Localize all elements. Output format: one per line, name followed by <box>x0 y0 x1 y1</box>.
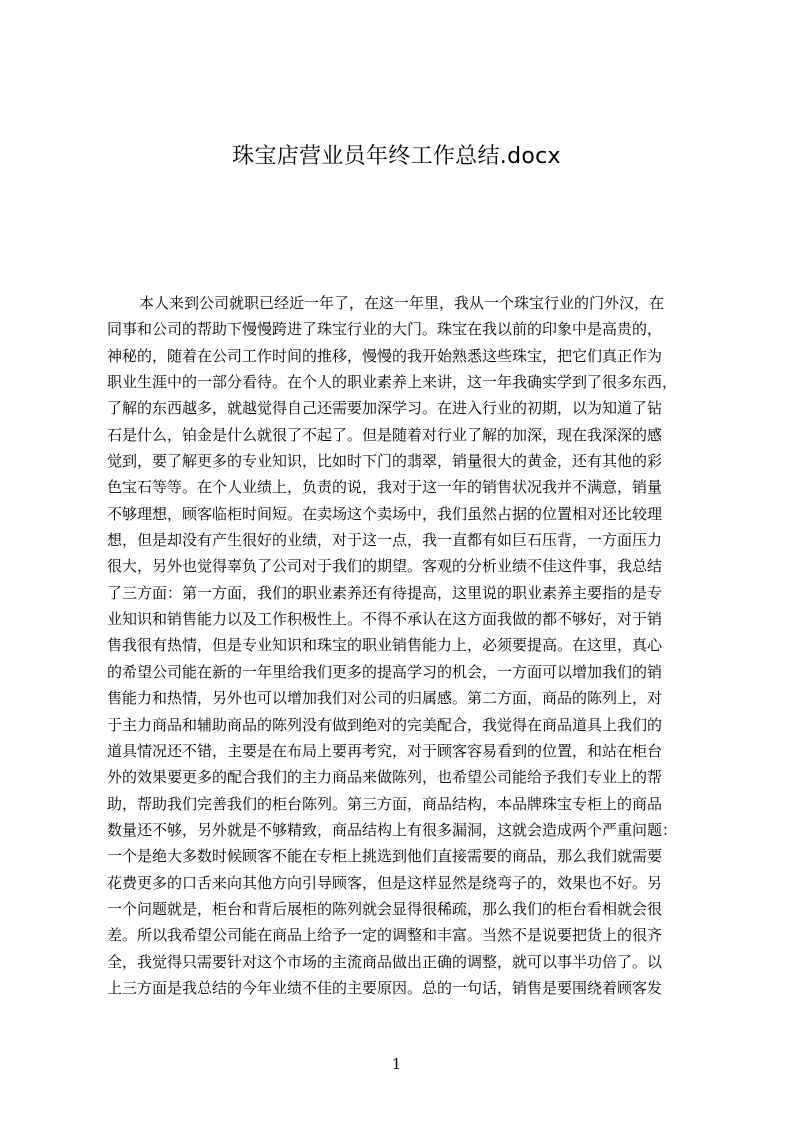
paragraph-line: 助，帮助我们完善我们的柜台陈列。第三方面，商品结构，本品牌珠宝专柜上的商品 <box>107 794 663 813</box>
body-paragraph <box>107 290 702 1001</box>
paragraph-line: 神秘的，随着在公司工作时间的推移，慢慢的我开始熟悉这些珠宝，把它们真正作为 <box>107 346 663 365</box>
page-number: 1 <box>391 1055 402 1073</box>
paragraph-line: 数量还不够，另外就是不够精致，商品结构上有很多漏洞，这就会造成两个严重问题： <box>107 820 678 839</box>
paragraph-line: 一个问题就是，柜台和背后展柜的陈列就会显得很稀疏，那么我们的柜台看相就会很 <box>107 899 663 918</box>
paragraph-line: 的希望公司能在新的一年里给我们更多的提高学习的机会，一方面可以增加我们的销 <box>107 662 663 681</box>
paragraph-line: 花费更多的口舌来向其他方向引导顾客，但是这样显然是绕弯子的，效果也不好。另 <box>107 873 663 892</box>
paragraph-line: 售能力和热情，另外也可以增加我们对公司的归属感。第二方面，商品的陈列上，对 <box>107 689 663 708</box>
paragraph-line: 觉到，要了解更多的专业知识，比如时下门的翡翠，销量很大的黄金，还有其他的彩 <box>107 452 663 471</box>
paragraph-line: 本人来到公司就职已经近一年了，在这一年里，我从一个珠宝行业的门外汉，在 <box>139 294 665 312</box>
paragraph-line: 很大，另外也觉得辜负了公司对于我们的期望。客观的分析业绩不佳这件事，我总结 <box>107 557 663 576</box>
paragraph-line: 于主力商品和辅助商品的陈列没有做到绝对的完美配合，我觉得在商品道具上我们的 <box>107 715 663 734</box>
paragraph-line: 了三方面：第一方面，我们的职业素养还有待提高，这里说的职业素养主要指的是专 <box>107 583 663 602</box>
document-title: 珠宝店营业员年终工作总结.docx <box>232 144 561 169</box>
paragraph-line: 一个是绝大多数时候顾客不能在专柜上挑选到他们直接需要的商品，那么我们就需要 <box>107 847 663 866</box>
paragraph-line: 同事和公司的帮助下慢慢跨进了珠宝行业的大门。珠宝在我以前的印象中是高贵的， <box>107 320 663 339</box>
paragraph-line: 了解的东西越多，就越觉得自己还需要加深学习。在进入行业的初期，以为知道了钻 <box>107 399 663 418</box>
paragraph-line: 石是什么，铂金是什么就很了不起了。但是随着对行业了解的加深，现在我深深的感 <box>107 425 663 444</box>
paragraph-line: 职业生涯中的一部分看待。在个人的职业素养上来讲，这一年我确实学到了很多东西， <box>107 373 678 392</box>
paragraph-line: 业知识和销售能力以及工作积极性上。不得不承认在这方面我做的都不够好，对于销 <box>107 610 663 629</box>
paragraph-line: 上三方面是我总结的今年业绩不佳的主要原因。总的一句话，销售是要围绕着顾客发 <box>107 978 663 997</box>
paragraph-line: 售我很有热情，但是专业知识和珠宝的职业销售能力上，必须要提高。在这里，真心 <box>107 636 663 655</box>
paragraph-line: 差。所以我希望公司能在商品上给予一定的调整和丰富。当然不是说要把货上的很齐 <box>107 926 663 945</box>
paragraph-line: 色宝石等等。在个人业绩上，负责的说，我对于这一年的销售状况我并不满意，销量 <box>107 478 663 497</box>
paragraph-line: 全，我觉得只需要针对这个市场的主流商品做出正确的调整，就可以事半功倍了。以 <box>107 952 663 971</box>
paragraph-line: 道具情况还不错，主要是在布局上要再考究，对于顾客容易看到的位置，和站在柜台 <box>107 741 663 760</box>
paragraph-line: 想，但是却没有产生很好的业绩，对于这一点，我一直都有如巨石压背，一方面压力 <box>107 531 663 550</box>
paragraph-line: 外的效果要更多的配合我们的主力商品来做陈列，也希望公司能给予我们专业上的帮 <box>107 768 663 787</box>
paragraph-line: 不够理想，顾客临柜时间短。在卖场这个卖场中，我们虽然占据的位置相对还比较理 <box>107 504 663 523</box>
